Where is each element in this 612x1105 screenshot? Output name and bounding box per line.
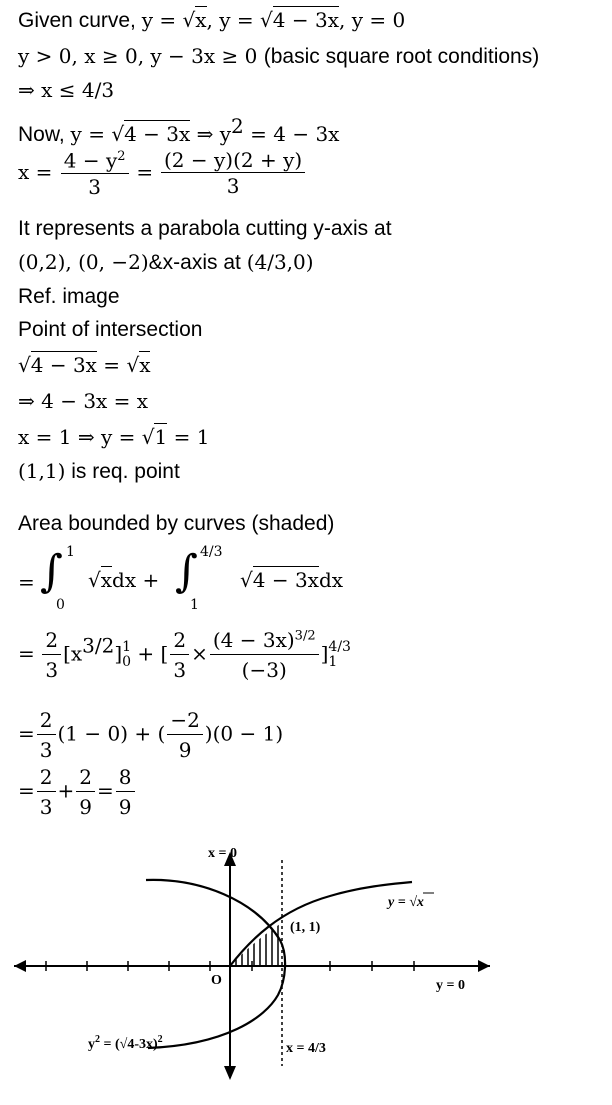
step2-eq: = [18, 641, 35, 666]
step2-frac2-num: 2 [170, 628, 189, 655]
parabola-text-1 [18, 218, 392, 239]
poi-eq3-radicand: 1 [154, 425, 168, 449]
step2-frac2 [170, 628, 189, 682]
x-axis-label: &x-axis at [148, 251, 247, 274]
poi-eq2 [18, 391, 148, 412]
eq-sign: = [136, 159, 154, 184]
label-y-equals-0: y = 0 [436, 978, 465, 993]
area-graph [0, 840, 612, 1100]
y-axis-arrow-down [224, 1066, 236, 1080]
step3-frac [37, 708, 56, 762]
now-rhs-sup: 2 [231, 114, 244, 138]
eq: = [18, 570, 35, 594]
step2-frac2-den: 3 [173, 658, 187, 682]
step4-f1-den: 3 [39, 795, 53, 819]
int2-integrand: √4 − 3xdx [240, 568, 344, 592]
frac1-num-sup: 2 [117, 149, 126, 164]
step2-bracket-b: ] [114, 641, 123, 666]
step2-frac [42, 628, 61, 682]
given-eq2-lhs: , y = [206, 8, 261, 32]
req-point-line [18, 461, 180, 482]
poi-eq1-left-radicand: 4 − 3x [30, 353, 97, 377]
frac1-den: 3 [88, 174, 102, 199]
step4-plus: + [57, 778, 75, 803]
step3-eq: = [18, 721, 35, 746]
integral-eq-sign [18, 570, 35, 594]
int1-upper: 1 [66, 544, 75, 560]
step2-lim2-lower: 1 [328, 654, 338, 670]
poi-heading [18, 319, 202, 340]
step2-frac-num: 2 [42, 628, 61, 655]
int2-upper: 4/3 [200, 544, 223, 560]
label-x-equals-0: x = 0 [208, 846, 237, 861]
given-eq3: , y = 0 [338, 8, 406, 32]
x-fraction-line [18, 150, 307, 197]
label-parabola-b: = ( [100, 1037, 120, 1052]
poi-eq3: x = 1 ⇒ y = √1 = 1 [18, 425, 210, 449]
now-rhs-a: ⇒ y [190, 122, 232, 146]
poi-eq1: √4 − 3x = √x [18, 353, 151, 377]
step2-lim2-upper: 4/3 [328, 638, 351, 655]
poi-eq3-a: x = 1 ⇒ y = [18, 425, 142, 449]
int2-dx: dx [318, 568, 344, 592]
label-x-equals-4-3: x = 4/3 [286, 1041, 326, 1056]
step4-f1-num: 2 [37, 765, 56, 792]
ref-image [18, 286, 120, 307]
poi-eq3-b: = 1 [167, 425, 210, 449]
int2-lower: 1 [190, 597, 199, 613]
step2-lim-upper: 1 [122, 638, 132, 655]
step2-plus: + [ [131, 641, 169, 666]
x-axis-arrow-left [14, 960, 26, 972]
step2-frac3 [210, 628, 319, 682]
step2-frac3-num: (4 − 3x) [212, 628, 295, 652]
label-point-1-1: (1, 1) [290, 920, 321, 935]
step3-frac2-num: −2 [167, 708, 202, 735]
step4-f2-num: 2 [76, 765, 95, 792]
step3-b: )(0 − 1) [204, 721, 284, 746]
label-sqrt-rad: x [416, 895, 424, 910]
implies-x-line [18, 80, 114, 101]
step2-frac-den: 3 [45, 658, 59, 682]
step2-frac3-den: (−3) [241, 658, 287, 682]
step3-a: (1 − 0) + ( [57, 721, 166, 746]
step3-frac-den: 3 [39, 738, 53, 762]
x-axis-point: (4/3,0) [246, 250, 314, 274]
label-parabola-sqrt: √ [119, 1037, 128, 1052]
step4-f3-num: 8 [116, 765, 135, 792]
int1-lower: 0 [56, 597, 65, 613]
step4-eq: = [18, 778, 35, 803]
req-point-text: is req. point [65, 460, 180, 483]
label-parabola-sup: 2 [95, 1034, 100, 1045]
given-prefix: Given curve, [18, 9, 142, 32]
parabola-curve [146, 880, 285, 1048]
step2-bracket-a: [x [63, 641, 83, 666]
step4-f2-den: 9 [79, 795, 92, 819]
given-line: Given curve, y = √x, y = √4 − 3x, y = 0 [18, 8, 406, 32]
step3-line [18, 708, 283, 762]
implies-x: ⇒ x ≤ 4/3 [18, 78, 115, 102]
label-sqrt-sign: √ [409, 895, 417, 910]
int1-radicand: x [100, 568, 113, 592]
fraction-factored [161, 148, 305, 199]
poi-heading-text: Point of intersection [18, 318, 203, 341]
step2-frac3-sup: 3/2 [294, 628, 316, 644]
step2-close: ] [320, 641, 329, 666]
int1-integrand: √xdx + [88, 568, 160, 592]
now-line: Now, y = √4 − 3x ⇒ $y^2 = 4 - 3x$ [18, 114, 340, 146]
step2-lim-lower: 0 [122, 654, 132, 670]
label-parabola [88, 1034, 163, 1052]
label-sqrt-a: y = [388, 895, 410, 910]
step4-f3-den: 9 [118, 795, 132, 819]
frac1-num: 4 − y [63, 148, 118, 173]
int1-dx: dx + [112, 568, 160, 592]
now-rhs-b: = 4 − 3x [243, 122, 340, 146]
step4-line [18, 765, 137, 819]
now-prefix: Now, [18, 123, 71, 146]
integral-sign-2: ∫ [175, 546, 198, 597]
req-point: (1,1) [18, 459, 66, 483]
x-axis-arrow-right [478, 960, 490, 972]
parabola-text: It represents a parabola cutting y-axis at [18, 217, 392, 240]
label-parabola-a: y [88, 1037, 95, 1052]
step3-frac-num: 2 [37, 708, 56, 735]
y-axis-points: (0,2), (0, −2) [18, 250, 149, 274]
step3-frac2 [167, 708, 202, 762]
poi-eq2-text: ⇒ 4 − 3x = x [18, 389, 149, 413]
frac2-den: 3 [226, 174, 240, 199]
label-parabola-sup2: 2 [157, 1034, 163, 1045]
conditions-line [18, 46, 539, 67]
int2-radicand: 4 − 3x [252, 568, 319, 592]
step2-line [18, 628, 351, 682]
label-parabola-c: ) [153, 1037, 158, 1052]
conditions-text: (basic square root conditions) [263, 45, 540, 68]
now-lhs: y = [70, 122, 112, 146]
frac2-num: (2 − y)(2 + y) [161, 150, 305, 173]
poi-eq1-right-radicand: x [139, 353, 151, 377]
step4-f1 [37, 765, 56, 819]
given-eq1-lhs: y = [141, 8, 183, 32]
given-eq2-radicand: 4 − 3x [272, 8, 339, 32]
step4-f2 [76, 765, 95, 819]
ref-image-text: Ref. image [18, 285, 120, 308]
x-eq: x = [18, 159, 59, 184]
given-eq1-radicand: x [195, 8, 207, 32]
now-radicand: 4 − 3x [124, 122, 191, 146]
step3-frac2-den: 9 [178, 738, 192, 762]
integral-sign-1: ∫ [40, 546, 63, 597]
sqrt-x-curve [230, 882, 412, 966]
area-heading-text: Area bounded by curves (shaded) [18, 512, 335, 535]
conditions-math: y > 0, x ≥ 0, y − 3x ≥ 0 [18, 44, 264, 68]
step2-bracket-sup: 3/2 [82, 633, 115, 658]
parabola-text-2 [18, 252, 314, 273]
fraction-4-minus-y2 [61, 150, 129, 197]
step4-f3 [116, 765, 135, 819]
step2-times: × [191, 641, 208, 666]
label-origin: O [211, 973, 222, 988]
area-heading [18, 513, 334, 534]
step4-eq2: = [97, 778, 114, 803]
label-parabola-rad: 4-3x [127, 1037, 153, 1052]
label-sqrt-curve [386, 895, 424, 910]
poi-eq1-mid: = [96, 353, 127, 377]
